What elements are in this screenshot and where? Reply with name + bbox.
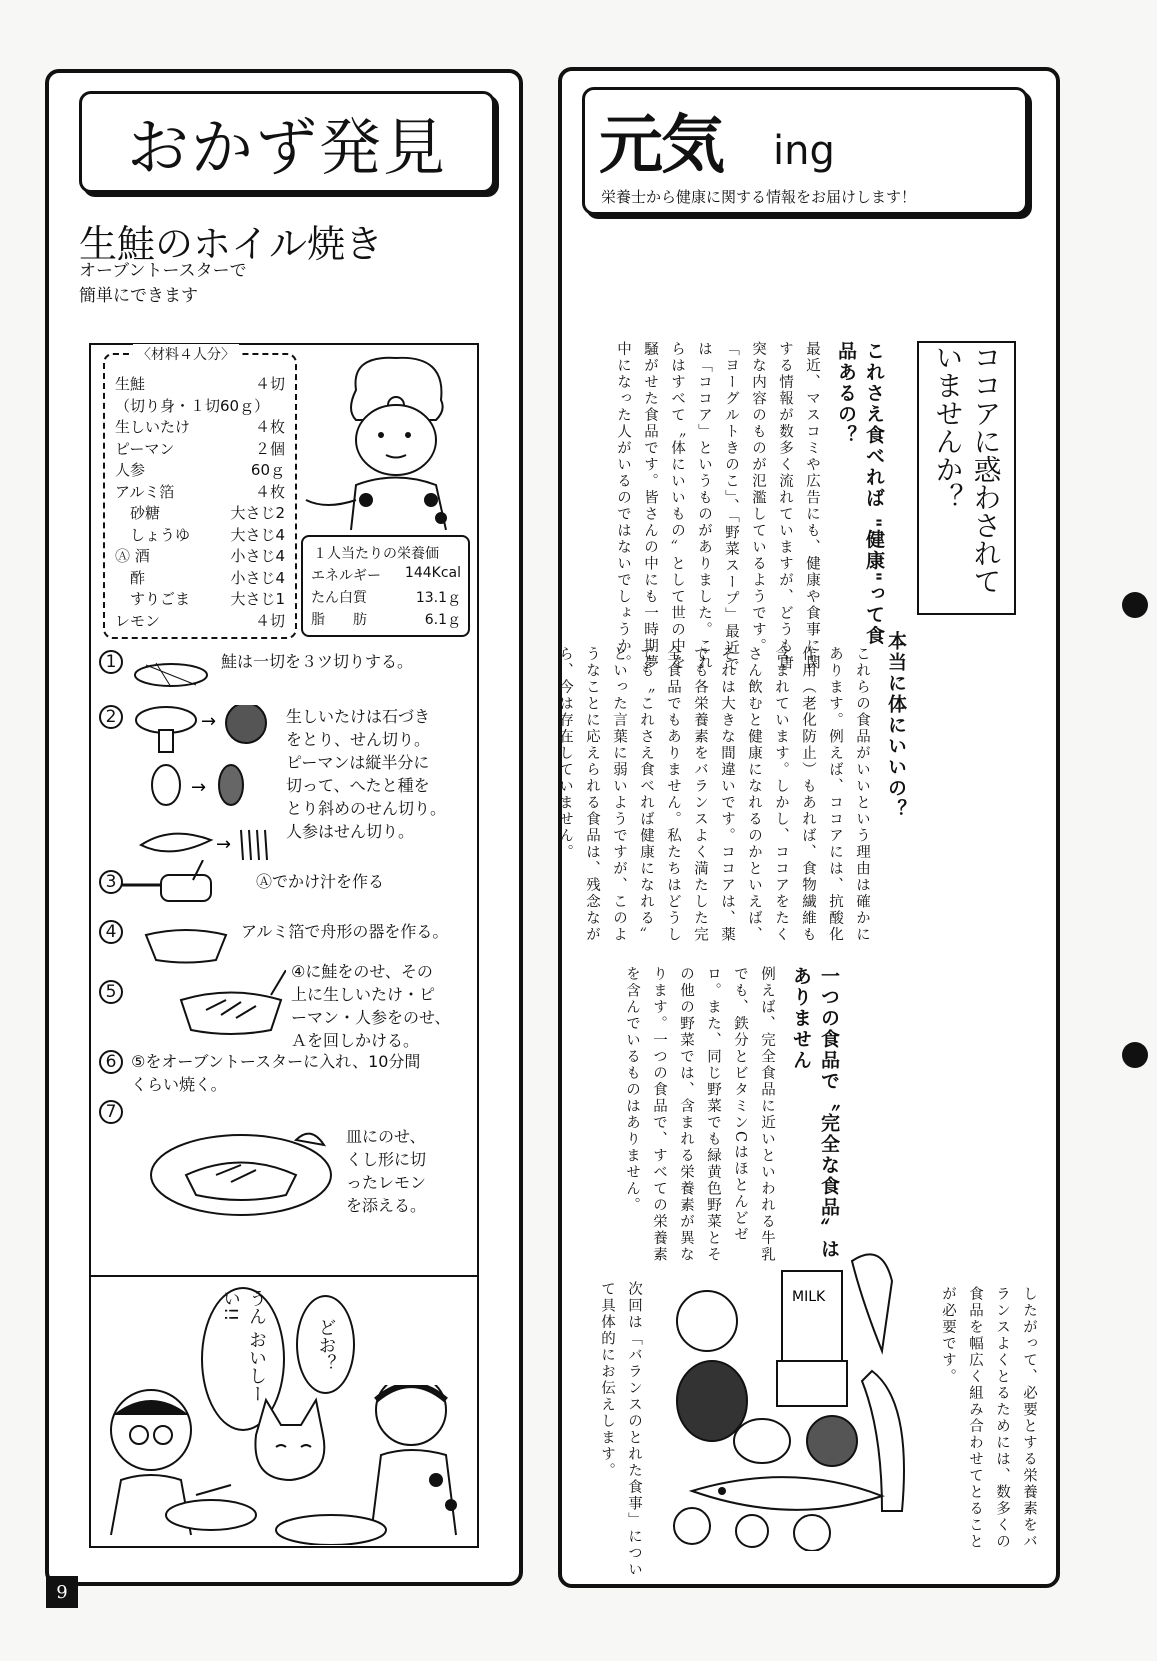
nutrition-value: 13.1ｇ <box>415 590 461 606</box>
ingredient-row <box>115 502 285 523</box>
body-1: 最近、マスコミや広告にも、健康や食事に関する情報が数多く流れていますが、どうも唐突な内容のものが氾濫しているようです。「ヨーグルトきのこ」、「野菜スープ」最近では「ココア」というものがありました。これらはすべて〝体にいいもの〟として世の中を騒がせた食品です。皆さんの中にも一時期夢中になった人がいるのではないでしょうか。 <box>615 341 820 673</box>
recipe-title: 生鮭のホイル焼き <box>79 222 384 266</box>
step-number: 1 <box>99 650 123 674</box>
recipe-section-title-box <box>79 91 495 193</box>
plated-dish-sketch <box>146 1120 336 1220</box>
nutrition-row <box>311 609 461 629</box>
heading-3: 一つの食品で〝完全な食品〟はありません <box>790 966 840 1260</box>
body-4: したがって、必要とする栄養素をバランスよくとるためには、数多くの食品を幅広く組み合わせてとることが必要です。 <box>940 1286 1037 1550</box>
ingredient-row <box>115 395 285 416</box>
ingredient-row <box>115 373 285 394</box>
body-2: これらの食品がいいという理由は確かにあります。例えば、ココアには、抗酸化作用（老化防止）もあれば、食物繊維も含まれています。しかし、ココアをたくさん飲むと健康になれるのかといえば、それは大きな間違いです。ココアは、薬でも各栄養素をバランスよく満たした完全食品でもありません。私たちはどうしても〝これさえ食べれば健康になれる〟といった言葉に弱いようですが、このようなことに応えられる食品は、残念ながら、今は存在していません。 <box>557 646 870 943</box>
feature-heading-box: ココアに惑わされて いませんか？ <box>917 341 1016 615</box>
foil-boat-sketch <box>141 925 231 965</box>
speech-bubble-2: どお？ <box>296 1295 355 1394</box>
ingredient-qty: ４枚 <box>254 482 285 501</box>
step-text: アルミ箔で舟形の器を作る。 <box>241 922 449 941</box>
ingredient-row <box>115 438 285 459</box>
ingredient-qty: ４切 <box>254 375 285 393</box>
comic-illustration <box>91 1385 477 1545</box>
body-3: 例えば、完全食品に近いといわれる牛乳でも、鉄分とビタミンCはほとんどゼロ。また、同じ野菜でも緑黄色野菜とその他の野菜では、含まれる栄養素が異なります。一つの食品で、すべての栄養素を含んでいるものはありません。 <box>624 966 775 1263</box>
column-tagline: 栄養士から健康に関する情報をお届けします！ <box>601 188 917 206</box>
food-group-illustration <box>652 1241 937 1551</box>
ingredient-qty: 大さじ1 <box>230 590 285 608</box>
ingredient-qty: ２個 <box>254 439 285 458</box>
ingredient-name: 生鮭 <box>115 375 146 393</box>
milk-label: MILK <box>792 1289 826 1305</box>
ingredient-row <box>115 481 285 502</box>
ingredient-name: 砂糖 <box>115 504 161 522</box>
ingredient-qty: 60ｇ <box>250 461 285 479</box>
nutrition-title: １人当たりの栄養価 <box>313 546 439 562</box>
ingredient-qty: 大さじ4 <box>230 525 285 544</box>
foil-fill-sketch <box>176 970 286 1040</box>
step-number: 7 <box>99 1100 123 1124</box>
step-text: 皿にのせ、 くし形に切 ったレモン を添える。 <box>346 1127 427 1215</box>
saucepan-sketch <box>121 860 251 910</box>
column-title-box <box>582 87 1028 215</box>
step-number: 5 <box>99 980 123 1004</box>
ingredient-name: 人参 <box>115 461 146 479</box>
step-text: ④に鮭をのせ、その 上に生しいたけ・ピ ーマン・人参をのせ、 Ａを回しかける。 <box>291 962 451 1050</box>
ingredient-name: ピーマン <box>115 439 175 458</box>
column-title-suffix: ing <box>773 128 835 174</box>
ingredient-name: しょうゆ <box>115 525 191 544</box>
binding-hole-2 <box>1122 1042 1148 1068</box>
speech-bubble-1: うん おいしーい!! <box>201 1287 285 1431</box>
comic-divider <box>91 1275 477 1277</box>
step-text: ⑤をオーブントースターに入れ、10分間 くらい焼く。 <box>131 1052 421 1094</box>
ingredient-row <box>115 588 285 609</box>
recipe-frame <box>89 343 479 1548</box>
nutrition-value: 6.1ｇ <box>424 612 461 628</box>
ingredient-row <box>115 416 285 437</box>
ingredient-qty: ４切 <box>254 611 285 630</box>
step-number: 6 <box>99 1050 123 1074</box>
ingredient-row <box>115 567 285 588</box>
step-text: 鮭は一切を３ツ切りする。 <box>221 652 414 671</box>
ingredient-qty: ４枚 <box>254 418 285 436</box>
ingredient-qty: 小さじ4 <box>230 568 285 587</box>
svg-text:→: → <box>216 834 232 855</box>
health-column-panel <box>558 67 1060 1588</box>
section-title: おかず発見 <box>126 110 447 184</box>
salmon-cut-sketch <box>131 660 211 690</box>
nutrition-name: 脂 肪 <box>311 612 367 628</box>
ingredient-row <box>115 524 285 545</box>
recipe-panel <box>45 69 523 1586</box>
ingredient-row <box>115 459 285 480</box>
heading-2: 本当に体にいいの？ <box>885 631 907 820</box>
nutrition-row <box>311 587 461 607</box>
ingredient-name: アルミ箔 <box>115 482 175 501</box>
page-number: 9 <box>46 1576 78 1608</box>
ingredient-name: Ⓐ 酒 <box>115 547 150 565</box>
ingredient-name: （切り身・１切60ｇ） <box>115 396 270 415</box>
ingredients-heading: 〈材料４人分〉 <box>133 344 239 364</box>
step-number: 4 <box>99 920 123 944</box>
column-title: 元気 <box>599 109 723 183</box>
svg-text:→: → <box>191 777 207 798</box>
ingredient-row <box>115 610 285 631</box>
nutrition-name: エネルギー <box>311 568 381 584</box>
nutrition-row <box>311 565 461 585</box>
ingredient-qty: 大さじ2 <box>230 504 285 522</box>
step-text: Ⓐでかけ汁を作る <box>256 872 385 891</box>
ingredient-row <box>115 545 285 566</box>
ingredient-name: 酢 <box>115 568 146 587</box>
nutrition-name: たん白質 <box>311 590 367 606</box>
ingredients-box <box>103 347 297 639</box>
nutrition-value: 144Kcal <box>404 565 461 581</box>
chef-illustration <box>296 350 471 530</box>
recipe-subtitle: オーブントースターで 簡単にできます <box>79 261 247 306</box>
binding-hole-1 <box>1122 592 1148 618</box>
ingredient-name: レモン <box>115 611 161 630</box>
body-5: 次回は「バランスのとれた食事」について具体的にお伝えします。 <box>599 1281 642 1578</box>
svg-text:→: → <box>201 711 217 732</box>
step-number: 2 <box>99 705 123 729</box>
step-text: 生しいたけは石づき をとり、せん切り。 ピーマンは縦半分に 切って、へたと種を とり斜めのせん切り。 人参はせん切り。 <box>286 707 447 841</box>
ingredient-name: 生しいたけ <box>115 418 191 436</box>
vegetable-sketch <box>131 705 281 875</box>
step-number: 3 <box>99 870 123 894</box>
heading-1: これさえ食べれば "健康"って食品あるの？ <box>835 341 885 647</box>
ingredient-qty: 小さじ4 <box>230 547 285 565</box>
nutrition-box <box>301 535 470 637</box>
ingredient-name: すりごま <box>115 590 191 608</box>
